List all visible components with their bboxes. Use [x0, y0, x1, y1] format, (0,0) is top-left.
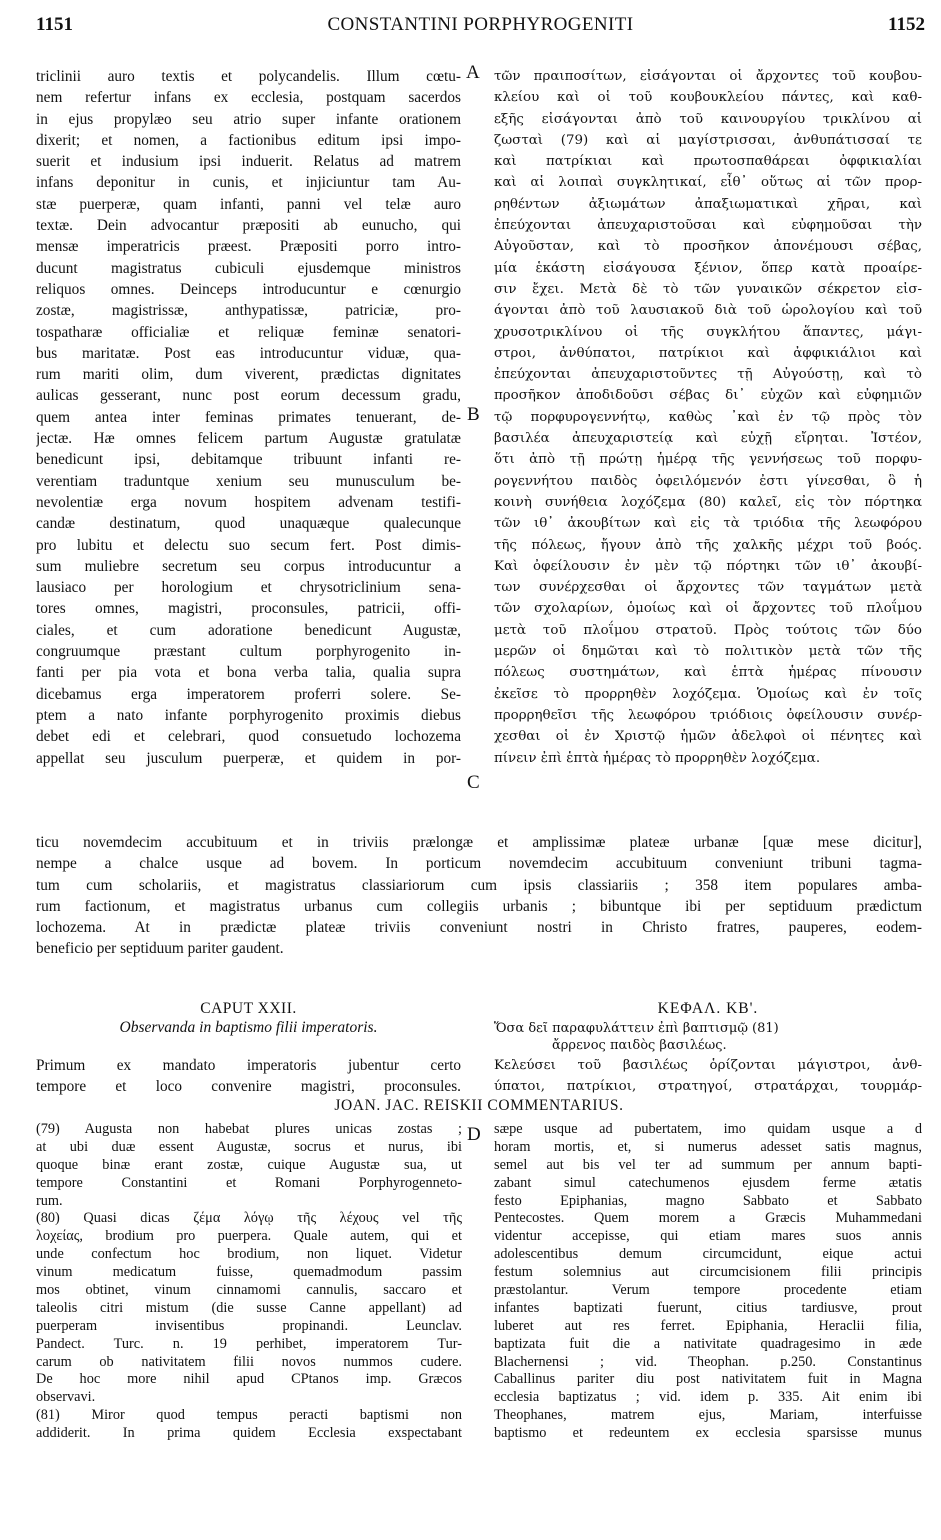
- text-line: tores omnes, magistri, proconsules, patricii, offi-: [36, 600, 461, 618]
- text-line: appellat seu jusculum puerperæ, et quidem in por-: [36, 749, 461, 767]
- text-line: προσῆκον ἀποδιδοῦσι σέβας δι᾽ εὐχῶν καὶ εὐφημιῶν: [494, 388, 922, 404]
- text-line: beneficio per septiduum pariter gaudent.: [36, 940, 284, 958]
- text-line: nem refertur infans ex ecclesia, postquam sacerdos: [36, 89, 461, 107]
- text-line: ρηθέντων ἀξιωμάτων ἀπαξιωματικαὶ χῆραι, καὶ: [494, 196, 922, 212]
- chapter-subtitle-greek-2: ἄρρενος παιδὸς βασιλέως.: [552, 1038, 727, 1053]
- greek-text-column: [494, 66, 922, 769]
- text-line: ζωσταὶ (79) καὶ αἱ μαγίστρισσαι, ἀνθυπάτισσαί τε: [494, 132, 922, 148]
- text-line: dixerit; et nomen, a factionibus editum ipsi impo-: [36, 131, 461, 149]
- text-line: vinum medicatum fuisse, quemadmodum passim: [36, 1264, 462, 1281]
- text-line: videntur accepisse, qui etiam mares suos annis: [494, 1228, 922, 1245]
- text-line: unde confectum hoc brodium, non liquet. Videtur: [36, 1246, 462, 1263]
- text-line: verentiam traduntque xenium seu munusculum be-: [36, 472, 461, 490]
- chapter-heading-latin: [36, 1000, 461, 1037]
- text-line: των συνέρχεσθαι οἱ ἄρχοντες τῶν ταγμάτων μετὰ: [494, 580, 922, 596]
- text-line: στροι, ἀνθύπατοι, πατρίκιοι καὶ ἀφφικιάλιοι καὶ: [494, 345, 922, 361]
- text-line: χεσθαι οἱ ἐν Χριστῷ ἡμῶν ἀδελφοὶ οἱ πένητες καὶ: [494, 729, 922, 745]
- text-line: quoque binæ erant zostæ, cuique Augustæ sua, ut: [36, 1156, 462, 1173]
- text-line: mos obtinet, vinum cinnamomi cannulis, saccaro et: [36, 1282, 462, 1299]
- text-line: προρρηθεῖσι τῆς λεωφόρου τριόδιοις ὀφείλουσιν συνέρ-: [494, 707, 922, 723]
- full-width-text: [36, 832, 922, 960]
- text-line: τῷ πορφυρογεννήτῳ, καθὼς ᾽καὶ ἐν τῷ πρὸς τὸν: [494, 409, 922, 425]
- text-line: Pentecostes. Quem morem a Græcis Muhammedani: [494, 1210, 922, 1227]
- text-line: tospatharæ officialiæ et reliquæ feminæ senatori-: [36, 323, 461, 341]
- text-line: ύπατοι, πατρίκιοι, στρατηγοί, στρατάρχαι, τουρμάρ-: [494, 1079, 922, 1095]
- text-line: ἐκεῖσε τὸ προρρηθὲν λοχόζεμα. Ὁμοίως καὶ ἐν τοῖς: [494, 686, 922, 702]
- text-line: præstolantur. Verum tempore procedente etiam: [494, 1282, 922, 1299]
- chapter-subtitle-greek-1: Ὅσα δεῖ παραφυλάττειν ἐπὶ βαπτισμῷ (81): [494, 1021, 779, 1036]
- text-line: infantes baptizati fuerunt, citius tardiusve, prout: [494, 1299, 922, 1316]
- text-line: carum ob nativitatem filii novos nummos cudere.: [36, 1353, 462, 1370]
- text-line: rum factionum, et magistratus urbanus cum collegiis urbanis ; bibuntque ibi per septiduum prædictum: [36, 897, 922, 915]
- text-line: baptismo et redeuntem ex ecclesia sparsisse munus: [494, 1425, 922, 1442]
- text-line: lausiaco per horologium et chrysotriclinium sena-: [36, 579, 461, 597]
- commentary-notes-right: [494, 1121, 922, 1443]
- text-line: μετὰ τοῦ πλοΐμου στρατοῦ. Πρὸς τούτοις τῶν δύο: [494, 622, 922, 638]
- text-line: Caballinus pariter diu post nativitatem fuit in Magna: [494, 1371, 922, 1388]
- text-line: sum muliebre secretum seu corpus introducuntur a: [36, 557, 461, 575]
- text-line: χρυσοτρικλίνου οἱ τῆς συγκλήτου ἅπαντες, μάγι-: [494, 324, 922, 340]
- text-line: μερῶν οἱ δημῶται καὶ τὸ πολιτικὸν μετὰ τῶν τῆς: [494, 644, 922, 660]
- text-line: ticu novemdecim accubituum et in triviis prælongæ et amplissimæ plateæ urbanæ [quæ mese dicitur],: [36, 834, 922, 851]
- text-line: άγονται ἀπὸ τοῦ λαυσιακοῦ διὰ τοῦ ὡρολογίου καὶ τοῦ: [494, 303, 922, 319]
- section-marker-d: D: [467, 1124, 481, 1145]
- page-header: [36, 14, 925, 40]
- text-line: sæpe usque ad pubertatem, imo quidam usque a d: [494, 1121, 922, 1137]
- page-number-right: 1152: [888, 14, 925, 35]
- text-line: nevolentiæ erga novum hospitem advenam testifi-: [36, 493, 461, 511]
- text-line: taleolis citri mistum (die susse Canne appellant) ad: [36, 1299, 462, 1316]
- text-line: tempore Constantini et Romani Porphyrogenneto-: [36, 1174, 462, 1191]
- text-line: κοινὴ συνήθεια λοχόζεμα (80) καλεῖ, εἰς τὸν πόρτηκα: [494, 494, 922, 510]
- chapter-subtitle-latin: Observanda in baptismo filii imperatoris.: [119, 1019, 378, 1036]
- text-line: jectæ. Hæ omnes felicem partum Augustæ gratulatæ: [36, 430, 461, 448]
- text-line: καὶ αἱ λοιπαὶ συγκλητικαί, εἶθ᾽ οὕτως αἱ τῶν προρ-: [494, 175, 922, 191]
- text-line: rum mariti olim, dum viverent, prædictas dignitates: [36, 366, 461, 384]
- text-line: De hoc more nihil apud CPtanos imp. Græcos: [36, 1371, 462, 1388]
- text-line: πόλεως συστημάτων, καὶ ἑπτὰ ἡμέρας πίνουσιν: [494, 665, 922, 681]
- text-line: Καὶ ὀφείλουσιν ἐν μὲν τῷ πόρτηκι τῶν ιθ᾽ ἀκουβί-: [494, 558, 922, 574]
- text-line: μία ἑκάστη εἰσάγουσα ξένιον, ὅπερ κατὰ προαίρε-: [494, 260, 922, 276]
- chapter-opening-greek: [494, 1055, 922, 1098]
- chapter-heading-greek: [494, 1000, 922, 1054]
- text-line: lochozema. At in prædictæ plateæ triviis conveniunt nostri in Christo fratres, pauperes, eodem-: [36, 919, 922, 937]
- text-line: Primum ex mandato imperatoris jubentur certo: [36, 1057, 461, 1074]
- section-marker-b: B: [467, 404, 480, 425]
- text-line: infans deponitur in cunis, et injiciuntur tam Au-: [36, 174, 461, 192]
- text-line: mensæ imperatricis præest. Præpositi porro intro-: [36, 238, 461, 256]
- text-line: triclinii auro textis et polycandelis. Illum cœtu-: [36, 68, 461, 85]
- section-marker-c: C: [467, 772, 480, 793]
- text-line: ducunt magistratus cubiculi ejusdemque ministros: [36, 259, 461, 277]
- text-line: ciales, et cum adoratione benedicunt Augustæ,: [36, 621, 461, 639]
- text-line: observavi.: [36, 1389, 96, 1406]
- text-line: ἐπεύχονται ἀπευχαριστοῦντες τῇ Αὐγούστῃ, καὶ τὸ: [494, 367, 922, 383]
- section-marker-a: A: [466, 62, 480, 83]
- text-line: candæ destinatum, quod unaquæque qualecunque: [36, 515, 461, 533]
- text-line: ecclesia baptizatus ; vid. idem p. 335. Ait enim ibi: [494, 1389, 922, 1406]
- chapter-title-greek: ΚΕΦΑΛ. ΚΒ'.: [657, 1000, 759, 1017]
- text-line: benedicunt ipsi, debitamque tribuunt infanti re-: [36, 451, 461, 469]
- text-line: aulicas gesserant, nunc post eorum decessum gradu,: [36, 387, 461, 405]
- text-line: at ubi duæ essent Augustæ, socrus et nurus, ibi: [36, 1138, 462, 1155]
- text-line: τῶν ιθ᾽ ἀκουβίτων καὶ εἰς τὰ τριόδια τῆς λεωφόρου: [494, 516, 922, 532]
- text-line: ὅτι ἀπὸ τῇ πρώτῃ ἡμέρᾳ τῆς γεννήσεως τοῦ πορφυ-: [494, 452, 922, 468]
- text-line: puerperam invisentibus propinandi. Leunclav.: [36, 1317, 462, 1334]
- text-line: Κελεύσει τοῦ βασιλέως ὁρίζονται μάγιστροι, ἀνθ-: [494, 1058, 922, 1073]
- text-line: κλείου καὶ οἱ τοῦ κουβουκλείου πάντες, καὶ καθ-: [494, 90, 922, 106]
- text-line: quem antea inter feminas primates tenuerant, de-: [36, 408, 461, 426]
- text-line: Blachernensi ; vid. Theophan. p.250. Constantinus: [494, 1353, 922, 1370]
- text-line: debet edi et celebrari, quod consuetudo lochozema: [36, 728, 461, 746]
- text-line: ἐπεύχονται ἀπευχαριστοῦσαι καὶ εὐφημοῦσαι τὴν: [494, 218, 922, 234]
- text-line: in ejus propylæo seu atrio super infante orationem: [36, 110, 461, 128]
- text-line: stæ puerperæ, quam infanti, panni vel telæ auro: [36, 195, 461, 213]
- text-line: καὶ πατρίκιαι καὶ πρωτοσπαθάρεαι ὀφφικιαλίαι: [494, 154, 922, 170]
- text-line: baptizata fuit die a nativitate quadragesimo in æde: [494, 1335, 922, 1352]
- text-line: tempore et loco convenire magistri, proconsules.: [36, 1078, 461, 1096]
- text-line: τῆς πόλεως, ἤγουν ἀπὸ τῆς χαλκῆς μέχρι τοῦ βοός.: [494, 537, 922, 553]
- text-line: suerit et indusium ipsi induerit. Relatus ad matrem: [36, 153, 461, 171]
- text-line: luberet aut res ferret. Epiphania, Heraclii filia,: [494, 1317, 922, 1334]
- commentary-notes-left: [36, 1121, 462, 1443]
- text-line: addiderit. In prima quidem Ecclesia exspectabant: [36, 1425, 462, 1442]
- text-line: fanti per pia vota et bona verba talia, qualia supra: [36, 664, 461, 682]
- text-line: (80) Quasi dicas ζέμα λόγῳ τῆς λέχους vel τῆς: [36, 1210, 462, 1227]
- text-line: (79) Augusta non habebat plures unicas zostas ;: [36, 1121, 462, 1137]
- text-line: λοχείας, brodium pro puerpera. Quale autem, qui et: [36, 1228, 462, 1245]
- running-title: CONSTANTINI PORPHYROGENITI: [327, 14, 634, 35]
- text-line: festum solemnius aut circumcisionem filii principis: [494, 1264, 922, 1281]
- text-line: festo Epiphanias, magno Sabbato et Sabbato: [494, 1192, 922, 1209]
- text-line: bus maritatæ. Post eas introducuntur viduæ, qua-: [36, 344, 461, 362]
- text-line: nempe a chalce usque ad bovem. In porticum novemdecim accubituum conveniunt tribuni tagma-: [36, 855, 922, 873]
- commentary-heading: JOAN. JAC. REISKII COMMENTARIUS.: [334, 1097, 624, 1114]
- text-line: rum.: [36, 1192, 63, 1209]
- text-line: πίνειν ἐπὶ ἑπτὰ ἡμέρας τὸ προρρηθὲν λοχόζεμα.: [494, 750, 821, 766]
- text-line: dicebamus erga imperatorem proferri solere. Se-: [36, 685, 461, 703]
- text-line: Theophanes, matrem ejus, Mariam, interfuisse: [494, 1407, 922, 1424]
- text-line: τῶν πραιποσίτων, εἰσάγονται οἱ ἄρχοντες τοῦ κουβου-: [494, 69, 922, 84]
- text-line: βασιλέα ἀπευχαριστείᾳ καὶ εὐχῇ εἴρηται. Ἰστέον,: [494, 431, 922, 447]
- text-line: zostæ, magistrissæ, anthypatissæ, patriciæ, pro-: [36, 302, 461, 320]
- text-line: semel aut bis vel ter ad summum per annum bapti-: [494, 1156, 922, 1173]
- text-line: adolescentibus demum circumcidunt, eique actui: [494, 1246, 922, 1263]
- page-number-left: 1151: [36, 14, 73, 35]
- text-line: σιν ἔχει. Μετὰ δὲ τὸ τῶν γυναικῶν σέκρετον εἰσ-: [494, 281, 922, 297]
- text-line: ρογεννήτου παιδὸς ὀφειλόμενόν ἐστι γίνεσθαι, ὃ ἡ: [494, 473, 922, 489]
- latin-text-column: [36, 66, 461, 769]
- text-line: congruumque præstant cultum porphyrogenito in-: [36, 643, 461, 661]
- text-line: εξῆς εἰσάγονται ἀπὸ τοῦ καινουργίου τρικλίνου αἱ: [494, 111, 922, 127]
- text-line: Pandect. Turc. n. 19 perhibet, imperatorem Tur-: [36, 1335, 462, 1352]
- text-line: (81) Miror quod tempus peracti baptismi non: [36, 1407, 462, 1424]
- text-line: horam mortis, et, si numerus adesset satis magnus,: [494, 1138, 922, 1155]
- text-line: reliquos omnes. Deinceps introducuntur e cœnurgio: [36, 280, 461, 298]
- text-line: tum cum scholariis, et magistratus classiariorum cum ipsis classiariis ; 358 item populares amba-: [36, 876, 922, 894]
- text-line: Αὐγοῦσταν, καὶ τὸ προσῆκον ἀπονέμουσι σέβας,: [494, 239, 922, 255]
- text-line: zabant simul catechumenos ejusdem ferme ætatis: [494, 1174, 922, 1191]
- chapter-opening-latin: [36, 1055, 461, 1098]
- chapter-title-latin: CAPUT XXII.: [200, 1000, 297, 1017]
- text-line: ptem a nato infante porphyrogenito proximis diebus: [36, 706, 461, 724]
- text-line: τῶν σχολαρίων, ὁμοίως καὶ οἱ ἄρχοντες τοῦ πλοΐμου: [494, 601, 922, 617]
- text-line: pro lubitu et delectu suo secum fert. Post dimis-: [36, 536, 461, 554]
- text-line: textæ. Dein advocantur præpositi ab eunucho, qui: [36, 217, 461, 235]
